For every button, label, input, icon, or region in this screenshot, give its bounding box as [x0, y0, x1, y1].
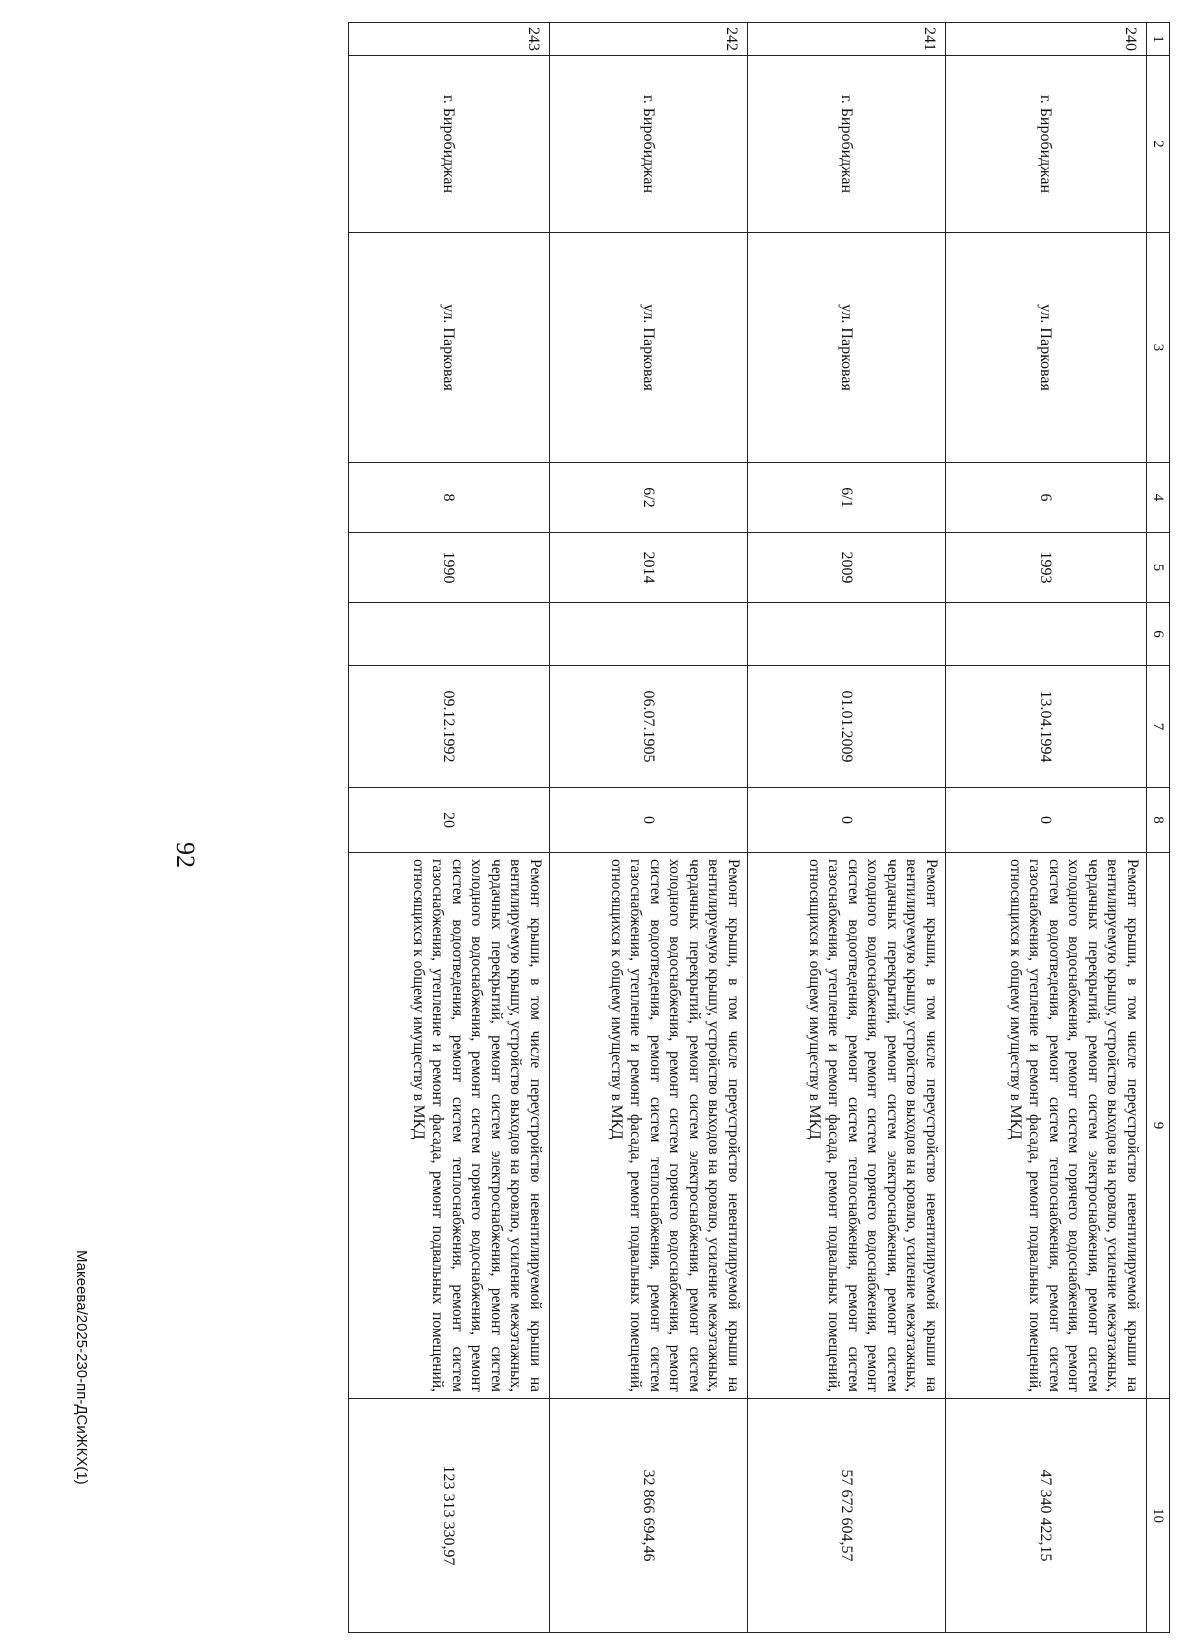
- row-number: 240: [946, 23, 1147, 56]
- page-number: 92: [171, 842, 200, 868]
- col8-cell: 20: [349, 788, 550, 853]
- table-row: [946, 23, 1147, 1633]
- city-cell: г. Биробиджан: [349, 56, 550, 233]
- works-cell: Ремонт крыши, в том числе переустройство невентилируемой крыши на вентилируемую крышу, устройство выходов на кровлю, усиление межэтажных, чердачных перекрытий, ремонт систем электроснабжения, ремонт систем холодного водоснабжения, ремонт систем горячего водоснабжения, ремонт систем водоотведения, ремонт систем теплоснабжения, ремонт систем газоснабжения, утепление и ремонт фасада, ремонт подвальных помещений, относящихся к общему имуществу в МКД: [946, 853, 1147, 1399]
- col6-cell: [349, 603, 550, 666]
- street-cell: ул. Парковая: [946, 233, 1147, 463]
- header-cell: 10: [1147, 1399, 1170, 1633]
- works-cell: Ремонт крыши, в том числе переустройство невентилируемой крыши на вентилируемую крышу, устройство выходов на кровлю, усиление межэтажных, чердачных перекрытий, ремонт систем электроснабжения, ремонт систем холодного водоснабжения, ремонт систем горячего водоснабжения, ремонт систем водоотведения, ремонт систем теплоснабжения, ремонт систем газоснабжения, утепление и ремонт фасада, ремонт подвальных помещений, относящихся к общему имуществу в МКД: [349, 853, 550, 1399]
- city-cell: г. Биробиджан: [748, 56, 946, 233]
- header-cell: 9: [1147, 853, 1170, 1399]
- cost-cell: 57 672 604,57: [748, 1399, 946, 1633]
- col6-cell: [748, 603, 946, 666]
- house-cell: 6/1: [748, 463, 946, 533]
- house-cell: 8: [349, 463, 550, 533]
- date-cell: 13.04.1994: [946, 666, 1147, 788]
- row-number: 243: [349, 23, 550, 56]
- header-cell: 4: [1147, 463, 1170, 533]
- header-cell: 1: [1147, 23, 1170, 56]
- header-cell: 2: [1147, 56, 1170, 233]
- header-cell: 7: [1147, 666, 1170, 788]
- year-cell: 1990: [349, 533, 550, 603]
- table-row: [349, 23, 550, 1633]
- document-code-footer: Макеева/2025-230-пп-ДСиЖКХ(1): [73, 1250, 90, 1485]
- table-row: [550, 23, 748, 1633]
- col6-cell: [946, 603, 1147, 666]
- header-cell: 5: [1147, 533, 1170, 603]
- works-cell: Ремонт крыши, в том числе переустройство невентилируемой крыши на вентилируемую крышу, устройство выходов на кровлю, усиление межэтажных, чердачных перекрытий, ремонт систем электроснабжения, ремонт систем холодного водоснабжения, ремонт систем горячего водоснабжения, ремонт систем водоотведения, ремонт систем теплоснабжения, ремонт систем газоснабжения, утепление и ремонт фасада, ремонт подвальных помещений, относящихся к общему имуществу в МКД: [550, 853, 748, 1399]
- year-cell: 2014: [550, 533, 748, 603]
- street-cell: ул. Парковая: [550, 233, 748, 463]
- year-cell: 2009: [748, 533, 946, 603]
- works-cell: Ремонт крыши, в том числе переустройство невентилируемой крыши на вентилируемую крышу, устройство выходов на кровлю, усиление межэтажных, чердачных перекрытий, ремонт систем электроснабжения, ремонт систем холодного водоснабжения, ремонт систем горячего водоснабжения, ремонт систем водоотведения, ремонт систем теплоснабжения, ремонт систем газоснабжения, утепление и ремонт фасада, ремонт подвальных помещений, относящихся к общему имуществу в МКД: [748, 853, 946, 1399]
- table-row: [748, 23, 946, 1633]
- date-cell: 09.12.1992: [349, 666, 550, 788]
- row-number: 242: [550, 23, 748, 56]
- header-cell: 8: [1147, 788, 1170, 853]
- street-cell: ул. Парковая: [748, 233, 946, 463]
- col8-cell: 0: [550, 788, 748, 853]
- col8-cell: 0: [748, 788, 946, 853]
- city-cell: г. Биробиджан: [550, 56, 748, 233]
- cost-cell: 123 313 330,97: [349, 1399, 550, 1633]
- cost-cell: 47 340 422,15: [946, 1399, 1147, 1633]
- row-number: 241: [748, 23, 946, 56]
- cost-cell: 32 866 694,46: [550, 1399, 748, 1633]
- house-cell: 6/2: [550, 463, 748, 533]
- header-cell: 6: [1147, 603, 1170, 666]
- year-cell: 1993: [946, 533, 1147, 603]
- city-cell: г. Биробиджан: [946, 56, 1147, 233]
- col6-cell: [550, 603, 748, 666]
- col8-cell: 0: [946, 788, 1147, 853]
- house-cell: 6: [946, 463, 1147, 533]
- table-header-row: [1147, 23, 1170, 1633]
- date-cell: 06.07.1905: [550, 666, 748, 788]
- capital-repair-table: [348, 22, 1170, 1633]
- street-cell: ул. Парковая: [349, 233, 550, 463]
- date-cell: 01.01.2009: [748, 666, 946, 788]
- header-cell: 3: [1147, 233, 1170, 463]
